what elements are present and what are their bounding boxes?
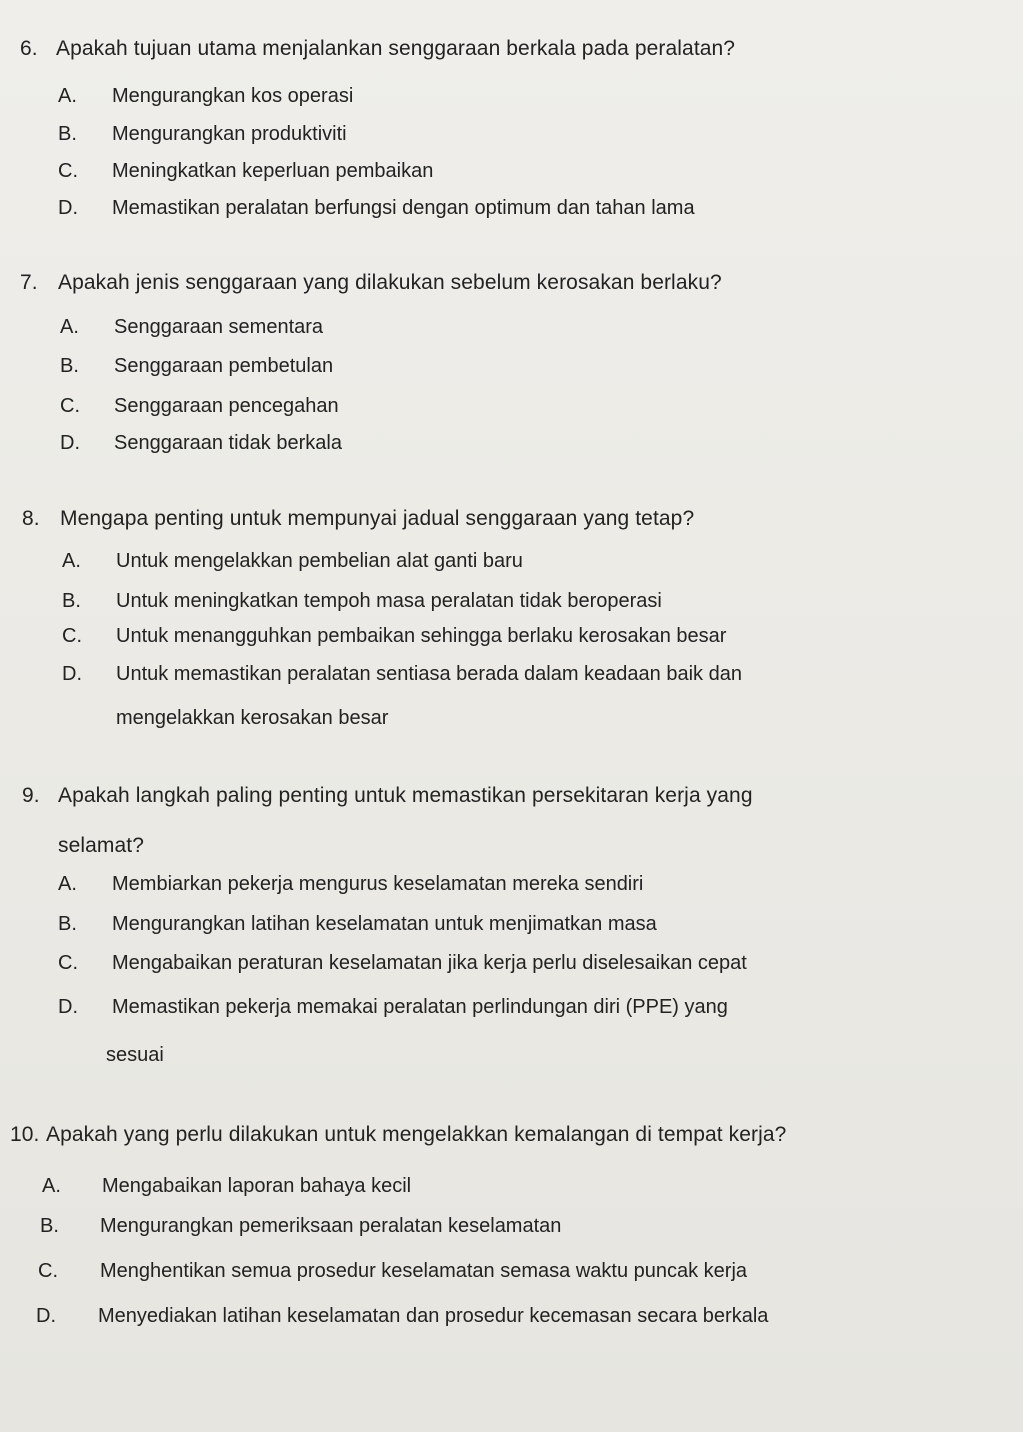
option-a <box>62 550 523 573</box>
option-b <box>58 123 347 146</box>
option-letter: A. <box>58 85 77 107</box>
option-letter: A. <box>60 316 79 338</box>
option-c <box>62 625 726 648</box>
option-text: Mengurangkan produktiviti <box>112 123 347 145</box>
option-text: Membiarkan pekerja mengurus keselamatan mereka sendiri <box>112 873 644 895</box>
question-9-continuation: selamat? <box>58 834 145 857</box>
option-c <box>38 1260 747 1283</box>
option-letter: A. <box>42 1175 61 1197</box>
question-8-stem <box>22 507 694 531</box>
option-letter: A. <box>62 550 81 572</box>
option-text: Meningkatkan keperluan pembaikan <box>112 160 434 182</box>
option-d <box>62 663 742 686</box>
option-letter: D. <box>36 1305 56 1327</box>
option-c <box>58 160 433 183</box>
option-text: Memastikan peralatan berfungsi dengan optimum dan tahan lama <box>112 197 695 219</box>
question-number: 6. <box>20 37 38 60</box>
question-7-stem <box>20 271 722 295</box>
option-letter: D. <box>62 663 82 685</box>
option-text: Senggaraan pembetulan <box>114 355 334 377</box>
option-c <box>58 952 747 975</box>
option-text: Untuk menangguhkan pembaikan sehingga berlaku kerosakan besar <box>116 625 727 647</box>
option-text: Menghentikan semua prosedur keselamatan semasa waktu puncak kerja <box>100 1260 748 1282</box>
option-d <box>58 996 728 1019</box>
question-number: 9. <box>22 784 40 807</box>
question-number: 10. <box>10 1123 40 1146</box>
option-letter: C. <box>62 625 82 647</box>
question-text: Apakah langkah paling penting untuk memastikan persekitaran kerja yang <box>58 784 753 807</box>
option-text: Mengabaikan peraturan keselamatan jika kerja perlu diselesaikan cepat <box>112 952 747 974</box>
question-text: Apakah yang perlu dilakukan untuk mengelakkan kemalangan di tempat kerja? <box>46 1123 787 1146</box>
option-letter: D. <box>60 432 80 454</box>
option-text: Untuk meningkatkan tempoh masa peralatan tidak beroperasi <box>116 590 662 612</box>
option-d <box>36 1305 768 1328</box>
option-d <box>58 197 695 220</box>
question-number: 8. <box>22 507 40 530</box>
question-10-stem <box>10 1123 786 1147</box>
option-letter: D. <box>58 197 78 219</box>
question-text: Mengapa penting untuk mempunyai jadual senggaraan yang tetap? <box>60 507 695 530</box>
option-letter: B. <box>58 123 77 145</box>
option-text: Mengurangkan pemeriksaan peralatan keselamatan <box>100 1215 562 1237</box>
option-b <box>40 1215 561 1238</box>
option-letter: B. <box>60 355 79 377</box>
option-a <box>42 1175 411 1198</box>
option-text: Mengurangkan kos operasi <box>112 85 354 107</box>
option-b <box>58 913 657 936</box>
option-letter: C. <box>38 1260 58 1282</box>
option-letter: B. <box>40 1215 59 1237</box>
option-letter: D. <box>58 996 78 1018</box>
option-letter: C. <box>58 160 78 182</box>
question-number: 7. <box>20 271 38 294</box>
option-text: Untuk memastikan peralatan sentiasa berada dalam keadaan baik dan <box>116 663 742 685</box>
option-letter: B. <box>62 590 81 612</box>
option-text: Senggaraan sementara <box>114 316 324 338</box>
option-text: Mengabaikan laporan bahaya kecil <box>102 1175 412 1197</box>
option-letter: C. <box>60 395 80 417</box>
option-d-continuation: sesuai <box>106 1044 164 1066</box>
option-letter: A. <box>58 873 77 895</box>
question-6-stem <box>20 37 735 61</box>
option-d <box>60 432 342 455</box>
option-d-continuation: mengelakkan kerosakan besar <box>116 707 389 729</box>
option-letter: C. <box>58 952 78 974</box>
question-text: Apakah jenis senggaraan yang dilakukan sebelum kerosakan berlaku? <box>58 271 722 294</box>
question-text: Apakah tujuan utama menjalankan senggaraan berkala pada peralatan? <box>56 37 736 60</box>
option-text: Senggaraan tidak berkala <box>114 432 342 454</box>
option-a <box>60 316 323 339</box>
option-b <box>60 355 333 378</box>
option-b <box>62 590 662 613</box>
option-letter: B. <box>58 913 77 935</box>
option-a <box>58 85 353 108</box>
option-text: Senggaraan pencegahan <box>114 395 339 417</box>
option-text: Untuk mengelakkan pembelian alat ganti baru <box>116 550 523 572</box>
option-text: Mengurangkan latihan keselamatan untuk menjimatkan masa <box>112 913 657 935</box>
option-text: Menyediakan latihan keselamatan dan prosedur kecemasan secara berkala <box>98 1305 769 1327</box>
option-text: Memastikan pekerja memakai peralatan perlindungan diri (PPE) yang <box>112 996 728 1018</box>
option-c <box>60 395 339 418</box>
question-9-stem <box>22 784 753 808</box>
option-a <box>58 873 643 896</box>
